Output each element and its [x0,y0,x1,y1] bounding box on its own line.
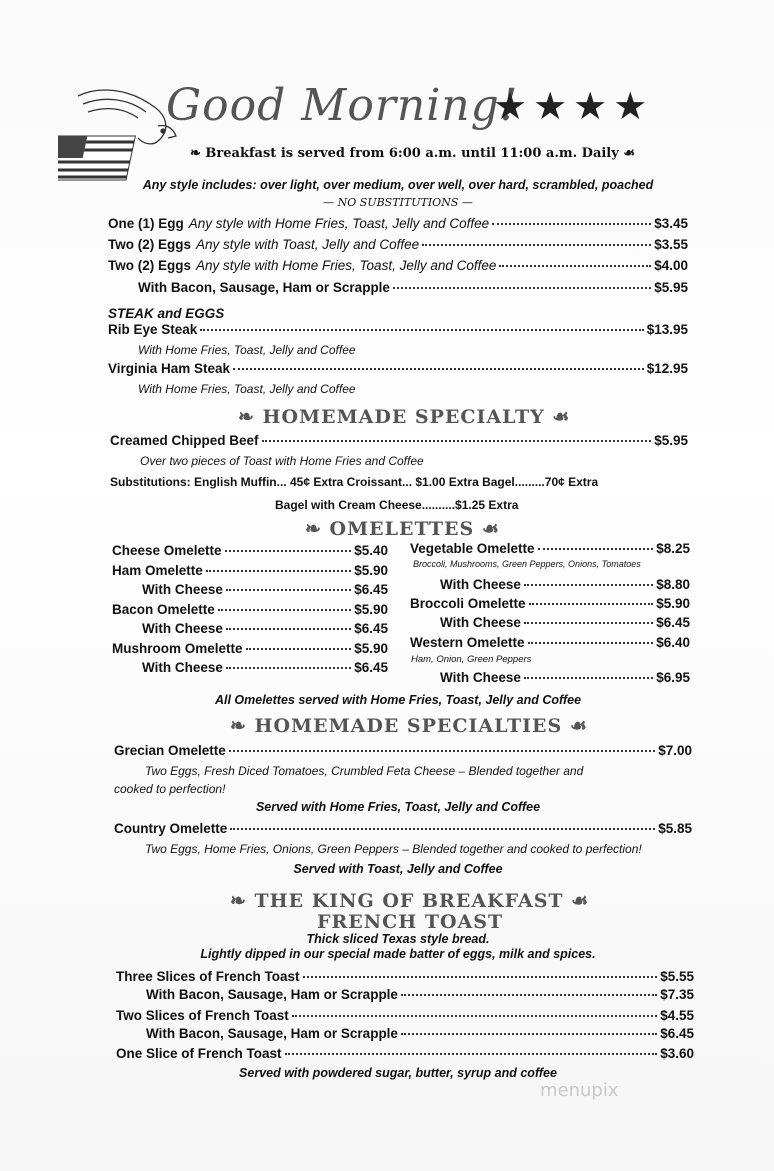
item-name: With Cheese [440,670,521,685]
item-name: Two (2) Eggs [108,237,191,252]
swirl-icon: ❧ [238,406,263,428]
swirl-icon: ❧ [190,146,206,161]
item-price: $3.60 [660,1046,694,1061]
omelette-item [112,641,388,656]
french-toast-footer: Served with powdered sugar, butter, syrup and coffee [239,1066,557,1080]
star-rating-icon: ★★★★ [493,86,654,128]
menu-item [138,280,688,295]
item-name: With Cheese [142,582,223,597]
item-price: $6.45 [354,660,388,675]
item-desc: Any style with Toast, Jelly and Coffee [196,237,420,252]
section-heading [230,890,589,912]
item-name: With Cheese [440,615,521,630]
item-price: $6.45 [656,615,690,630]
menu-item [108,216,688,231]
menu-item [108,361,688,376]
dot-leader [285,1053,658,1055]
item-name: With Bacon, Sausage, Ham or Scrapple [146,987,398,1002]
section-subtitle: FRENCH TOAST [317,911,504,933]
dot-leader [401,994,657,996]
item-price: $5.95 [654,433,688,448]
item-price: $5.90 [656,596,690,611]
dot-leader [499,265,651,267]
item-note: Two Eggs, Home Fries, Onions, Green Peppers – Blended together and cooked to perfection! [145,842,642,856]
item-price: $13.95 [646,322,688,337]
item-note: Over two pieces of Toast with Home Fries and Coffee [140,454,424,468]
item-price: $5.90 [354,563,388,578]
item-name: Broccoli Omelette [410,596,526,611]
item-price: $6.45 [354,621,388,636]
item-price: $7.35 [660,987,694,1002]
no-substitutions: — NO SUBSTITUTIONS — [323,196,473,209]
item-name: With Cheese [142,621,223,636]
omelette-item [142,660,388,675]
dot-leader [226,667,351,669]
item-name: With Bacon, Sausage, Ham or Scrapple [146,1026,398,1041]
item-name: One Slice of French Toast [116,1046,282,1061]
menu-item [146,987,694,1002]
menu-item [108,237,688,252]
item-price: $5.55 [660,969,694,984]
section-title: OMELETTES [329,518,475,540]
substitutions-line: Substitutions: English Muffin... 45¢ Extra Croissant... $1.00 Extra Bagel.........70¢ Extra [110,475,599,489]
served-with: Served with Toast, Jelly and Coffee [293,862,503,876]
item-price: $12.95 [646,361,688,376]
item-price: $4.00 [654,258,688,273]
item-name: With Bacon, Sausage, Ham or Scrapple [138,280,390,295]
omelette-item [410,541,690,556]
item-price: $8.80 [656,577,690,592]
dot-leader [422,244,651,246]
item-note: Broccoli, Mushrooms, Green Peppers, Onions, Tomatoes [413,559,641,569]
dot-leader [528,642,654,644]
item-price: $3.55 [654,237,688,252]
omelette-item [142,621,388,636]
menu-item [116,969,694,984]
section-title: HOMEMADE SPECIALTIES [254,715,563,737]
menu-item [146,1026,694,1041]
dot-leader [206,570,351,572]
dot-leader [524,622,653,624]
french-toast-desc: Lightly dipped in our special made batter of eggs, milk and spices. [200,947,596,961]
menu-item [108,258,688,273]
section-heading [238,406,570,428]
service-hours-text: Breakfast is served from 6:00 a.m. until 11:00 a.m. Daily [205,146,619,161]
dot-leader [246,648,352,650]
section-title: HOMEMADE SPECIALTY [262,406,545,428]
item-price: $5.95 [654,280,688,295]
served-with: Served with Home Fries, Toast, Jelly and Coffee [255,800,541,814]
section-heading [230,715,588,737]
menu-item [114,743,692,758]
menu-item [108,322,688,337]
swirl-icon: ☙ [562,715,588,737]
omelette-item [112,543,388,558]
menu-item [116,1046,694,1061]
swirl-icon: ☙ [618,146,635,161]
eagle-flag-logo [58,86,180,186]
item-name: Two (2) Eggs [108,258,191,273]
item-price: $6.45 [354,582,388,597]
item-name: Bacon Omelette [112,602,215,617]
item-price: $3.45 [654,216,688,231]
item-price: $5.40 [354,543,388,558]
item-note: cooked to perfection! [114,782,226,796]
item-note: Ham, Onion, Green Peppers [411,654,532,665]
swirl-icon: ☙ [563,890,590,912]
any-style-note: Any style includes: over light, over medium, over well, over hard, scrambled, poached [142,178,654,192]
item-price: $6.40 [656,635,690,650]
item-name: Western Omelette [410,635,525,650]
item-name: Country Omelette [114,821,228,836]
item-name: With Cheese [142,660,223,675]
section-title: THE KING OF BREAKFAST [254,890,564,912]
item-note: With Home Fries, Toast, Jelly and Coffee [138,382,356,396]
item-price: $4.55 [660,1008,694,1023]
item-desc: Any style with Home Fries, Toast, Jelly and Coffee [188,216,490,231]
omelette-item [410,596,690,611]
swirl-icon: ❧ [230,890,255,912]
swirl-icon: ❧ [305,518,330,540]
dot-leader [200,329,643,331]
item-price: $5.85 [658,821,692,836]
watermark: menupix [540,1080,619,1101]
dot-leader [225,550,352,552]
item-name: Creamed Chipped Beef [110,433,259,448]
item-price: $5.90 [354,641,388,656]
item-name: Cheese Omelette [112,543,222,558]
section-heading [305,518,500,540]
omelettes-footer: All Omelettes served with Home Fries, Toast, Jelly and Coffee [214,693,582,707]
item-name: Rib Eye Steak [108,322,198,337]
dot-leader [538,548,654,550]
dot-leader [401,1033,657,1035]
dot-leader [292,1015,657,1017]
item-price: $8.25 [656,541,690,556]
dot-leader [524,584,653,586]
steak-heading: STEAK and EGGS [108,306,225,321]
omelette-item [112,602,388,617]
dot-leader [226,589,351,591]
dot-leader [529,603,654,605]
item-note: Two Eggs, Fresh Diced Tomatoes, Crumbled Feta Cheese – Blended together and [145,764,584,778]
item-name: Vegetable Omelette [410,541,535,556]
item-note: With Home Fries, Toast, Jelly and Coffee [138,343,356,357]
dot-leader [262,440,652,442]
omelette-item [440,615,690,630]
swirl-icon: ☙ [474,518,500,540]
dot-leader [226,628,351,630]
dot-leader [218,609,351,611]
dot-leader [229,750,655,752]
item-name: One (1) Egg [108,216,184,231]
omelette-item [142,582,388,597]
omelette-item [410,635,690,650]
item-price: $5.90 [354,602,388,617]
swirl-icon: ☙ [544,406,571,428]
item-price: $7.00 [658,743,692,758]
item-name: Three Slices of French Toast [116,969,300,984]
item-name: Ham Omelette [112,563,203,578]
dot-leader [233,368,644,370]
item-desc: Any style with Home Fries, Toast, Jelly and Coffee [196,258,497,273]
dot-leader [230,828,655,830]
swirl-icon: ❧ [230,715,255,737]
dot-leader [492,223,651,225]
omelette-item [112,563,388,578]
service-hours [190,146,635,161]
bagel-cream-cheese: Bagel with Cream Cheese..........$1.25 Extra [275,498,519,512]
item-price: $6.95 [656,670,690,685]
french-toast-desc: Thick sliced Texas style bread. [306,932,490,946]
menu-item [110,433,688,448]
item-name: With Cheese [440,577,521,592]
dot-leader [303,976,658,978]
item-price: $6.45 [660,1026,694,1041]
item-name: Virginia Ham Steak [108,361,231,376]
menu-item [114,821,692,836]
dot-leader [524,677,653,679]
dot-leader [393,287,651,289]
item-name: Two Slices of French Toast [116,1008,289,1023]
item-name: Mushroom Omelette [112,641,243,656]
omelette-item [440,670,690,685]
omelette-item [440,577,690,592]
item-name: Grecian Omelette [114,743,226,758]
page-title: Good Morning! [166,80,519,131]
menu-item [116,1008,694,1023]
